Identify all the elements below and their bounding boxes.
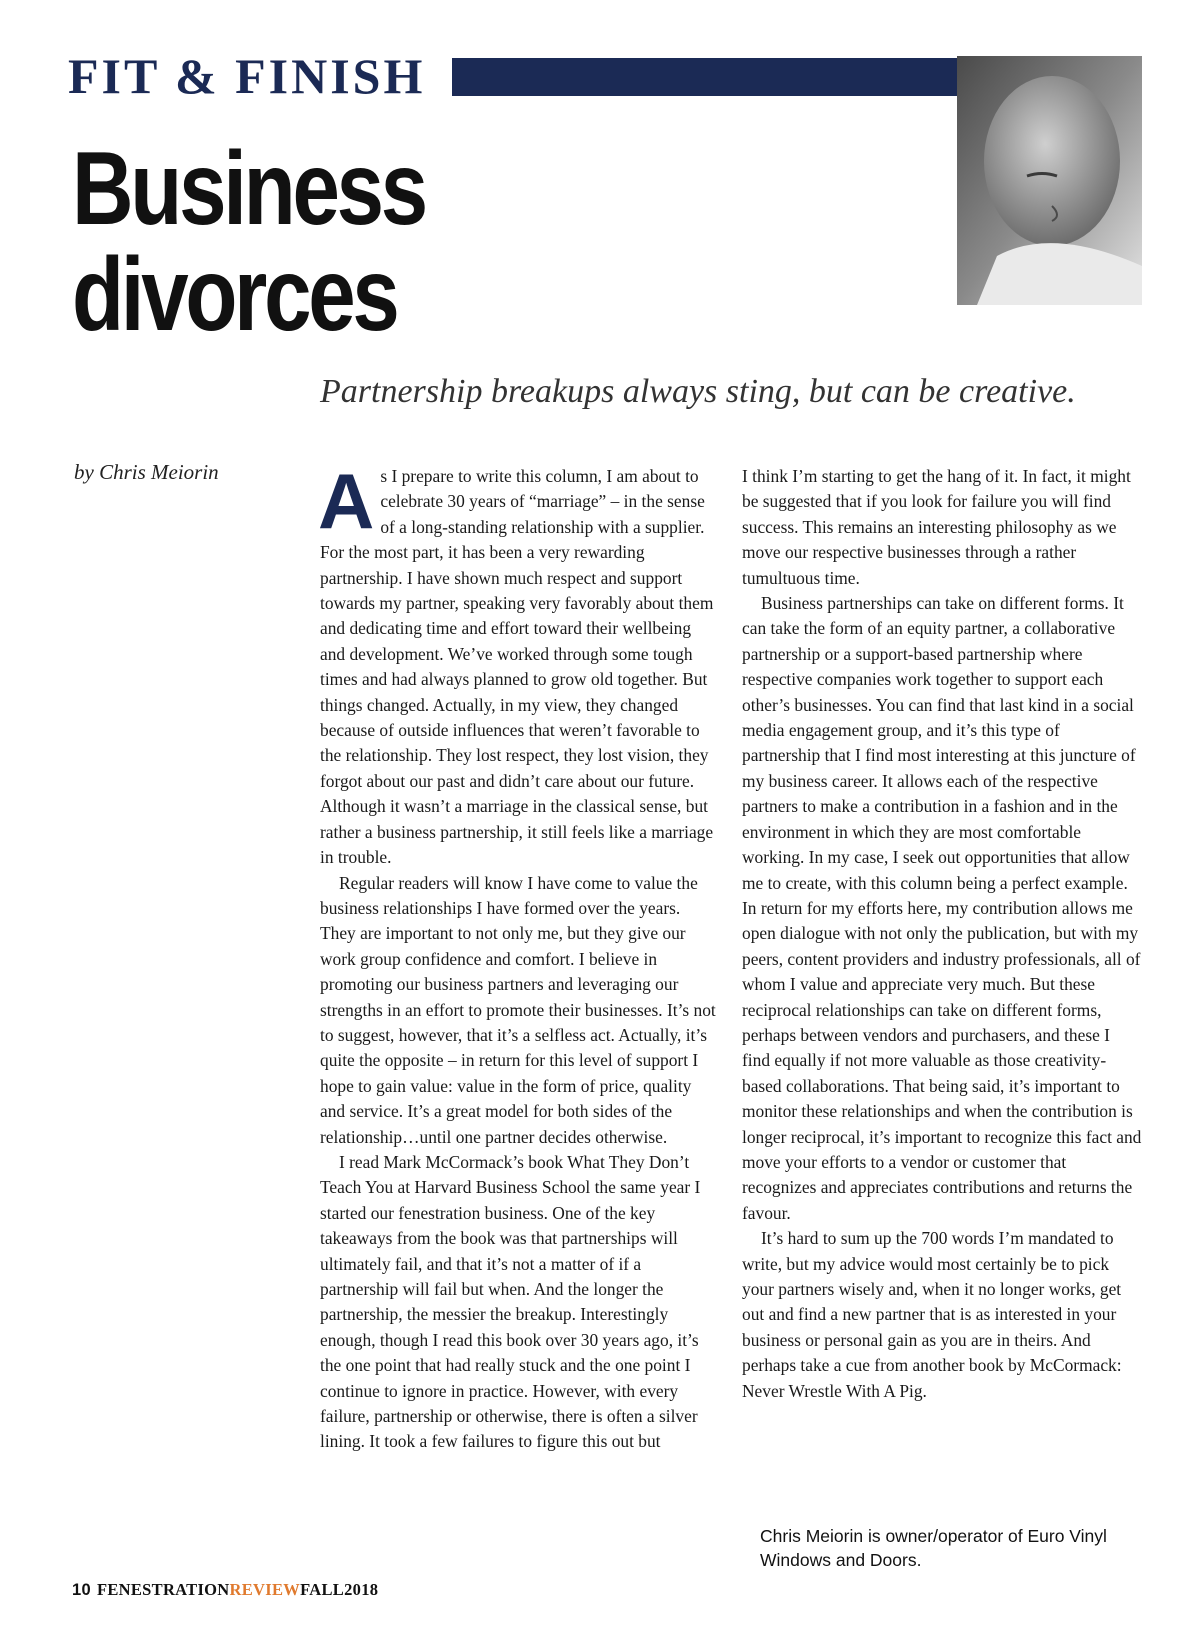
issue-label: FALL2018: [300, 1580, 379, 1599]
paragraph: [318, 457, 720, 871]
section-title: FIT & FINISH: [68, 48, 426, 104]
drop-cap: A: [318, 457, 375, 545]
paragraph: I read Mark McCormack’s book What They Don’t Teach You at Harvard Business School the same year I started our fenestration business. One of the key takeaways from the book was that partnerships will ultimately fail, and that it’s not a matter of if a partnership will fail but when. And the longer the partnership, the messier the breakup. Interestingly enough, though I read this book over 30 years ago, it’s the one point that had really stuck and the one point I continue to ignore in practice. However, with every failure, partnership or otherwise, there is often a silver lining. It took a few failures to figure this out but: [320, 1151, 701, 1452]
page-number: 10: [72, 1581, 91, 1599]
article-column-2: [742, 464, 1142, 1404]
brand-name-b: REVIEW: [229, 1580, 301, 1599]
paragraph: It’s hard to sum up the 700 words I’m mandated to write, but my advice would most certainly be to pick your partners wisely and, when it no longer works, get out and find a new partner that is as interested in your business or personal gain as you are in theirs. And perhaps take a cue from another book by McCormack: Never Wrestle With A Pig.: [742, 1228, 1122, 1401]
page-footer: [72, 1580, 378, 1600]
article-column-1: [318, 457, 720, 1455]
deck-subtitle: Partnership breakups always sting, but can be creative.: [320, 373, 1076, 410]
paragraph: Regular readers will know I have come to value the business relationships I have formed over the years. They are important to not only me, but they give our work group confidence and comfort. I believe in promoting our business partners and leveraging our strengths in an effort to promote their businesses. It’s not to suggest, however, that it’s a selfless act. Actually, it’s quite the opposite – in return for this level of support I hope to gain value: value in the form of price, quality and service. It’s a great model for both sides of the relationship…until one partner decides otherwise.: [320, 872, 716, 1147]
portrait-graphic: [957, 56, 1142, 305]
headline: [72, 131, 425, 353]
paragraph: I think I’m starting to get the hang of it. In fact, it might be suggested that if you look for failure you will find success. This remains an interesting philosophy as we move our respective businesses through a rather tumultuous time.: [742, 466, 1131, 588]
headline-line-1: Business: [72, 131, 425, 247]
author-portrait-icon: [957, 56, 1142, 305]
paragraph: Business partnerships can take on different forms. It can take the form of an equity partner, a collaborative partnership or a support-based partnership where respective companies work together to support each other’s businesses. You can find that last kind in a social media engagement group, and it’s this type of partnership that I find most interesting at this juncture of my business career. It allows each of the respective partners to make a contribution in a fashion and in the environment in which they are most comfortable working. In my case, I seek out opportunities that allow me to create, with this column being a perfect example. In return for my efforts here, my contribution allows me open dialogue with not only the publication, but with my peers, content providers and industry professionals, all of whom I value and appreciate very much. But these reciprocal relationships can take on different forms, perhaps between vendors and purchasers, and these I find equally if not more valuable as those creativity-based collaborations. That being said, it’s important to monitor these relationships and when the contribution is longer reciprocal, it’s important to recognize this fact and move your efforts to a vendor or customer that recognizes and appreciates contributions and returns the favour.: [742, 593, 1142, 1223]
headline-line-2: divorces: [72, 237, 397, 353]
brand-name-a: FENESTRATION: [96, 1580, 230, 1599]
byline: by Chris Meiorin: [74, 460, 219, 484]
author-bio: Chris Meiorin is owner/operator of Euro Vinyl Windows and Doors.: [760, 1526, 1107, 1570]
paragraph-text: s I prepare to write this column, I am about to celebrate 30 years of “marriage” – in the sense of a long-standing relationship with a supplier. For the most part, it has been a very rewarding partnership. I have shown much respect and support towards my partner, speaking very favorably about them and dedicating time and effort toward their wellbeing and development. We’ve worked through some tough times and had always planned to grow old together. But things changed. Actually, in my view, they changed because of outside influences that weren’t favorable to the relationship. They lost respect, they lost vision, they forgot about our past and didn’t care about our future. Although it wasn’t a marriage in the classical sense, but rather a business partnership, it still feels like a marriage in trouble.: [320, 466, 714, 868]
header-bar: [452, 58, 957, 96]
